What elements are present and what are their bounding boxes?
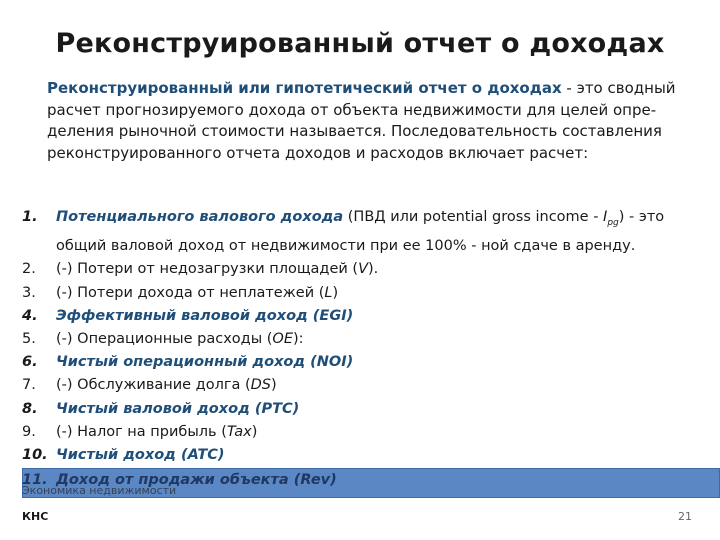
item-text-part: ) [271,377,277,394]
item-text: Доход от продажи объекта (Rev) [56,472,337,488]
item-number: 3. [22,284,36,301]
item-text: Чистый доход (ATC) [56,446,225,463]
item-text-part: (ПВД или potential gross income - [343,209,604,225]
intro-highlight: Реконструированный или гипотетический отчет о доходах [47,79,562,97]
item-number: 9. [22,423,36,440]
item-text [56,374,712,397]
item-number: 11. [22,472,48,488]
item-term: Потенциального валового дохода [56,209,344,225]
item-text-part: ) [332,284,339,301]
item-symbol: OE [272,330,293,347]
list-item [22,374,712,397]
item-text-part: ) - это общий валовой доход от недвижимости при ее 100% - ной сдаче в аренду. [56,209,665,255]
item-number: 7. [22,377,36,394]
item-symbol: I [603,209,608,225]
item-text-part: ) [251,423,258,440]
item-text [56,421,712,444]
item-number: 5. [22,330,36,347]
list-item [22,421,712,444]
footer-org: КНС [22,510,49,523]
item-text-part: (-) Потери от недозагрузки площадей ( [56,261,359,278]
item-text-part: (-) Операционные расходы ( [56,330,273,347]
footer-course: Экономика недвижимости [22,484,177,497]
list-item [22,305,712,328]
item-number: 6. [22,354,38,371]
steps-list [22,206,712,467]
item-text-part: (-) Налог на прибыль ( [56,423,227,440]
item-text: Эффективный валовой доход (EGI) [56,307,354,324]
item-symbol: V [358,261,368,278]
item-text: Чистый валовой доход (PTC) [56,400,300,417]
item-subscript: pg [607,217,619,228]
item-text [56,258,712,281]
intro-paragraph [47,78,687,164]
item-number: 2. [22,261,36,278]
list-item [22,328,712,351]
item-number: 4. [22,307,38,324]
list-item [22,444,712,467]
intro-text: - это сводный расчет прогнозируемого дохода от объекта недвижимости для целей опре-деления рыночной стоимости называется. Последовательность составления реконструированного отчета доходов и расходов включает расчет: [47,79,676,162]
item-text-part: (-) Обслуживание долга ( [56,377,251,394]
list-item [22,351,712,374]
item-number: 10. [22,446,48,463]
list-item [22,258,712,281]
item-number: 8. [22,400,38,417]
item-symbol: Tax [226,423,252,440]
list-item [22,398,712,421]
page-number: 21 [678,510,692,523]
item-text-part: ): [293,330,304,347]
item-text-part: (-) Потери дохода от неплатежей ( [56,284,325,301]
slide-title: Реконструированный отчет о доходах [55,28,665,59]
list-item [22,282,712,305]
item-text: Чистый операционный доход (NOI) [56,354,354,371]
list-item [22,206,712,258]
item-text-part: ). [367,261,379,278]
item-number: 1. [22,209,38,225]
item-symbol: DS [250,377,271,394]
item-text [56,282,712,305]
item-text [56,328,712,351]
item-symbol: L [324,284,333,301]
item-text [56,206,712,258]
